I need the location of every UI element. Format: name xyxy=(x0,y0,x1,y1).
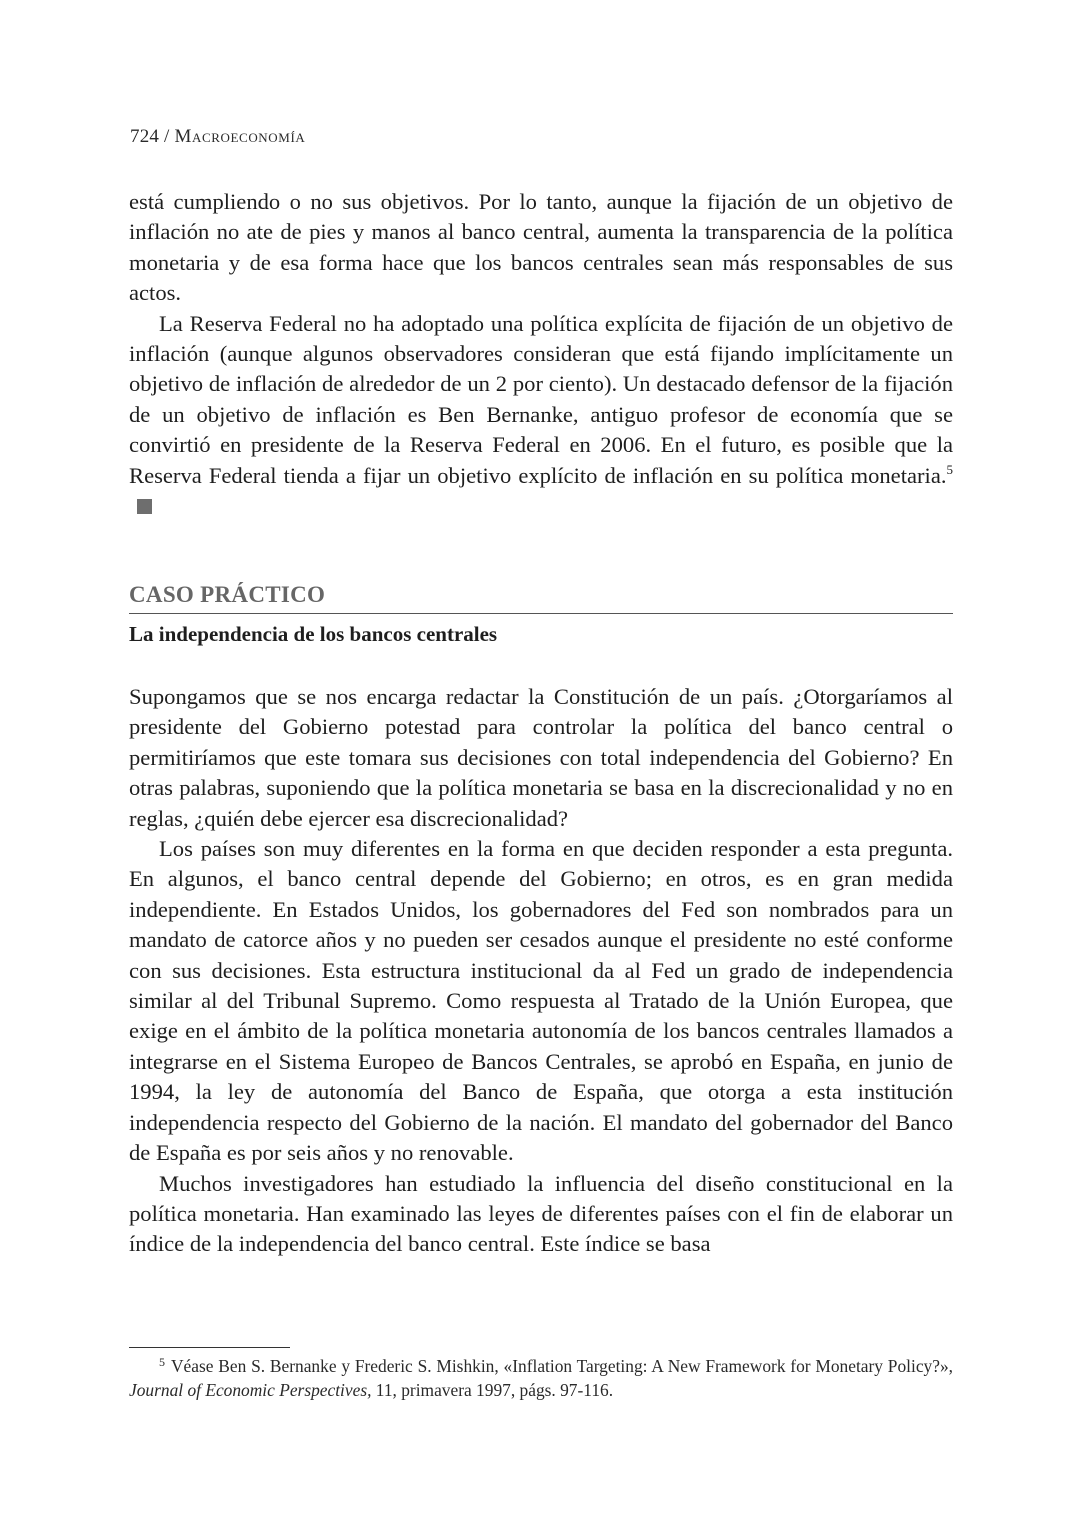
book-title: Macroeconomía xyxy=(174,126,306,147)
case-study-label: CASO PRÁCTICO xyxy=(129,582,953,614)
case-paragraph-3: Muchos investigadores han estudiado la influencia del diseño constitucional en la política monetaria. Han examinado las leyes de diferentes países con el fin de elaborar un índice de la independencia del banco central. Este índice se basa xyxy=(129,1170,953,1257)
running-header xyxy=(130,126,305,148)
footnote-text-before: Véase Ben S. Bernanke y Frederic S. Mishkin, «Inflation Targeting: A New Framework for Monetary Policy?», xyxy=(171,1356,953,1376)
case-paragraph-1: Supongamos que se nos encarga redactar la Constitución de un país. ¿Otorgaríamos al presidente del Gobierno potestad para controlar la política del banco central o permitiríamos que este tomara sus decisiones con total independencia del Gobierno? En otras palabras, suponiendo que la política monetaria se basa en la discrecionalidad y no en reglas, ¿quién debe ejercer esa discrecionalidad? xyxy=(129,684,953,831)
end-of-section-square-icon xyxy=(137,499,152,514)
case-study-text xyxy=(129,682,953,1260)
footnote-reference[interactable]: 5 xyxy=(946,461,953,477)
footnote-divider xyxy=(129,1347,290,1348)
page-number: 724 xyxy=(130,126,160,147)
footnote xyxy=(129,1354,953,1402)
case-paragraph-2: Los países son muy diferentes en la forma en que deciden responder a esta pregunta. En algunos, el banco central depende del Gobierno; en otros, es en gran medida independiente. En Estados Unidos, los gobernadores del Fed son nombrados para un mandato de catorce años y no pueden ser cesados aunque el presidente no esté conforme con sus decisiones. Esta estructura institucional da al Fed un grado de independencia similar al del Tribunal Supremo. Como respuesta al Tratado de la Unión Europea, que exige en el ámbito de la política monetaria autonomía de los bancos centrales llamados a integrarse en el Sistema Europeo de Bancos Centrales, se aprobó en España, en junio de 1994, la ley de autonomía del Banco de España, que otorga a esta institución independencia respecto del Gobierno de la nación. El mandato del gobernador del Banco de España es por seis años y no renovable. xyxy=(129,836,953,1166)
intro-paragraph-2 xyxy=(129,309,953,522)
footnote-number: 5 xyxy=(159,1355,165,1369)
header-separator: / xyxy=(159,126,175,147)
footnote-text-after: 11, primavera 1997, págs. 97-116. xyxy=(371,1380,614,1400)
case-study-subtitle: La independencia de los bancos centrales xyxy=(129,622,498,646)
footnote-journal: Journal of Economic Perspectives, xyxy=(129,1380,372,1400)
intro-paragraph-1: está cumpliendo o no sus objetivos. Por lo tanto, aunque la fijación de un objetivo de inflación no ate de pies y manos al banco central, aumenta la transparencia de la política monetaria y de esa forma hace que los bancos centrales sean más responsables de sus actos. xyxy=(129,189,953,306)
intro-text xyxy=(129,187,953,521)
intro-paragraph-2-text: La Reserva Federal no ha adoptado una política explícita de fijación de un objetivo de inflación (aunque algunos observadores consideran que está fijando implícitamente un objetivo de inflación de alrededor de un 2 por ciento). Un destacado defensor de la fijación de un objetivo de inflación es Ben Bernanke, antiguo profesor de economía que se convirtió en presidente de la Reserva Federal en 2006. En el futuro, es posible que la Reserva Federal tienda a fijar un objetivo explícito de inflación en su política monetaria. xyxy=(129,310,953,488)
